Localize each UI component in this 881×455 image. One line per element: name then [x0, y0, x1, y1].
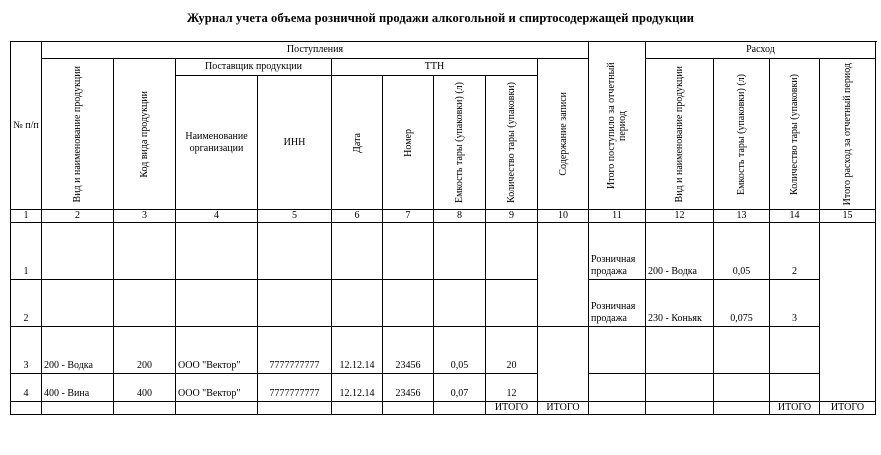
cell-number: 23456 — [383, 374, 434, 402]
cell-code: 400 — [114, 374, 176, 402]
row-number: 1 — [11, 223, 42, 280]
header-col-15 — [820, 59, 876, 210]
cell-inn: 7777777777 — [258, 374, 332, 402]
col-number: 9 — [486, 210, 538, 223]
cell-number — [383, 280, 434, 327]
header-col-2-label: Вид и наименование продукции — [72, 65, 83, 203]
totals-empty — [434, 402, 486, 415]
cell-out-product: 200 - Водка — [646, 223, 714, 280]
cell-incoming-total-merged-2 — [538, 327, 589, 402]
cell-out-capacity — [714, 327, 770, 374]
col-number: 4 — [176, 210, 258, 223]
cell-out-capacity — [714, 374, 770, 402]
cell-out-quantity — [770, 327, 820, 374]
header-col-14 — [770, 59, 820, 210]
col-number: 6 — [332, 210, 383, 223]
cell-inn — [258, 223, 332, 280]
cell-inn: 7777777777 — [258, 327, 332, 374]
cell-org: ООО "Вектор" — [176, 374, 258, 402]
cell-org: ООО "Вектор" — [176, 327, 258, 374]
header-col-9 — [486, 76, 538, 210]
col-number: 1 — [11, 210, 42, 223]
cell-org — [176, 280, 258, 327]
header-col-14-label: Количество тары (упаковки) — [789, 73, 800, 195]
header-col-11-label: Содержание записи — [557, 92, 569, 176]
cell-out-capacity: 0,05 — [714, 223, 770, 280]
header-col-7 — [383, 76, 434, 210]
cell-out-quantity: 3 — [770, 280, 820, 327]
cell-inn — [258, 280, 332, 327]
header-col-13 — [714, 59, 770, 210]
header-col-10-label: Итого поступило за отчетный период — [606, 62, 628, 189]
cell-out-desc — [589, 374, 646, 402]
cell-out-desc: Розничная продажа — [589, 223, 646, 280]
cell-date: 12.12.14 — [332, 327, 383, 374]
col-number: 10 — [538, 210, 589, 223]
cell-date: 12.12.14 — [332, 374, 383, 402]
cell-product: 200 - Водка — [42, 327, 114, 374]
totals-row — [11, 402, 876, 415]
header-col-9-label: Количество тары (упаковки) — [506, 82, 517, 203]
totals-empty — [714, 402, 770, 415]
cell-date — [332, 223, 383, 280]
totals-empty — [383, 402, 434, 415]
total-outgoing: ИТОГО — [820, 402, 876, 415]
cell-out-desc: Розничная продажа — [589, 280, 646, 327]
cell-capacity: 0,05 — [434, 327, 486, 374]
total-quantity: ИТОГО — [486, 402, 538, 415]
col-number: 2 — [42, 210, 114, 223]
header-col-6 — [332, 76, 383, 210]
cell-outgoing-total-merged — [820, 223, 876, 402]
header-col-11 — [538, 59, 589, 210]
header-col-13-label: Емкость тары (упаковки) (л) — [736, 73, 747, 195]
page-title: Журнал учета объема розничной продажи алкогольной и спиртосодержащей продукции — [186, 11, 695, 25]
col-number: 11 — [589, 210, 646, 223]
cell-out-product: 230 - Коньяк — [646, 280, 714, 327]
total-out-quantity: ИТОГО — [770, 402, 820, 415]
col-number: 12 — [646, 210, 714, 223]
table-row — [11, 374, 876, 402]
header-ttn: ТТН — [332, 59, 538, 76]
cell-capacity — [434, 280, 486, 327]
header-col-7-label: Номер — [402, 128, 414, 157]
cell-quantity — [486, 280, 538, 327]
cell-number: 23456 — [383, 327, 434, 374]
cell-product — [42, 280, 114, 327]
header-col-8 — [434, 76, 486, 210]
totals-empty — [114, 402, 176, 415]
header-col-12 — [646, 59, 714, 210]
header-outgoing: Расход — [646, 42, 876, 59]
cell-org — [176, 223, 258, 280]
header-col-5: ИНН — [258, 76, 332, 210]
cell-out-quantity — [770, 374, 820, 402]
cell-quantity: 12 — [486, 374, 538, 402]
cell-product: 400 - Вина — [42, 374, 114, 402]
cell-code — [114, 280, 176, 327]
totals-empty — [42, 402, 114, 415]
col-number: 7 — [383, 210, 434, 223]
header-col-8-label: Емкость тары (упаковки) (л) — [454, 82, 465, 203]
cell-incoming-total-merged — [538, 223, 589, 327]
header-col-3-label: Код вида продукции — [139, 90, 150, 178]
totals-empty — [176, 402, 258, 415]
table-row — [11, 223, 876, 280]
total-incoming: ИТОГО — [538, 402, 589, 415]
cell-quantity — [486, 223, 538, 280]
col-number: 15 — [820, 210, 876, 223]
col-number: 5 — [258, 210, 332, 223]
totals-empty — [332, 402, 383, 415]
col-number: 3 — [114, 210, 176, 223]
cell-out-capacity: 0,075 — [714, 280, 770, 327]
cell-quantity: 20 — [486, 327, 538, 374]
header-supplier: Поставщик продукции — [176, 59, 332, 76]
col-number: 14 — [770, 210, 820, 223]
cell-capacity: 0,07 — [434, 374, 486, 402]
cell-date — [332, 280, 383, 327]
header-incoming: Поступления — [42, 42, 589, 59]
row-number: 4 — [11, 374, 42, 402]
cell-number — [383, 223, 434, 280]
header-col-12-label: Вид и наименование продукции — [674, 65, 685, 203]
cell-product — [42, 223, 114, 280]
totals-empty — [258, 402, 332, 415]
header-col-3 — [114, 59, 176, 210]
column-numbers-row — [11, 210, 876, 223]
cell-capacity — [434, 223, 486, 280]
totals-empty — [11, 402, 42, 415]
header-col-2 — [42, 59, 114, 210]
col-number: 8 — [434, 210, 486, 223]
cell-out-product — [646, 374, 714, 402]
header-rownum: № п/п — [11, 42, 42, 210]
header-col-4: Наименование организации — [176, 76, 258, 210]
cell-out-quantity: 2 — [770, 223, 820, 280]
header-col-10 — [589, 42, 646, 210]
journal-table — [10, 41, 876, 415]
row-number: 3 — [11, 327, 42, 374]
header-col-6-label: Дата — [351, 132, 363, 153]
cell-code — [114, 223, 176, 280]
totals-empty — [589, 402, 646, 415]
cell-out-desc — [589, 327, 646, 374]
cell-out-product — [646, 327, 714, 374]
table-row — [11, 327, 876, 374]
cell-code: 200 — [114, 327, 176, 374]
col-number: 13 — [714, 210, 770, 223]
totals-empty — [646, 402, 714, 415]
table-row — [11, 280, 876, 327]
row-number: 2 — [11, 280, 42, 327]
header-col-15-label: Итого расход за отчетный период — [842, 62, 853, 206]
